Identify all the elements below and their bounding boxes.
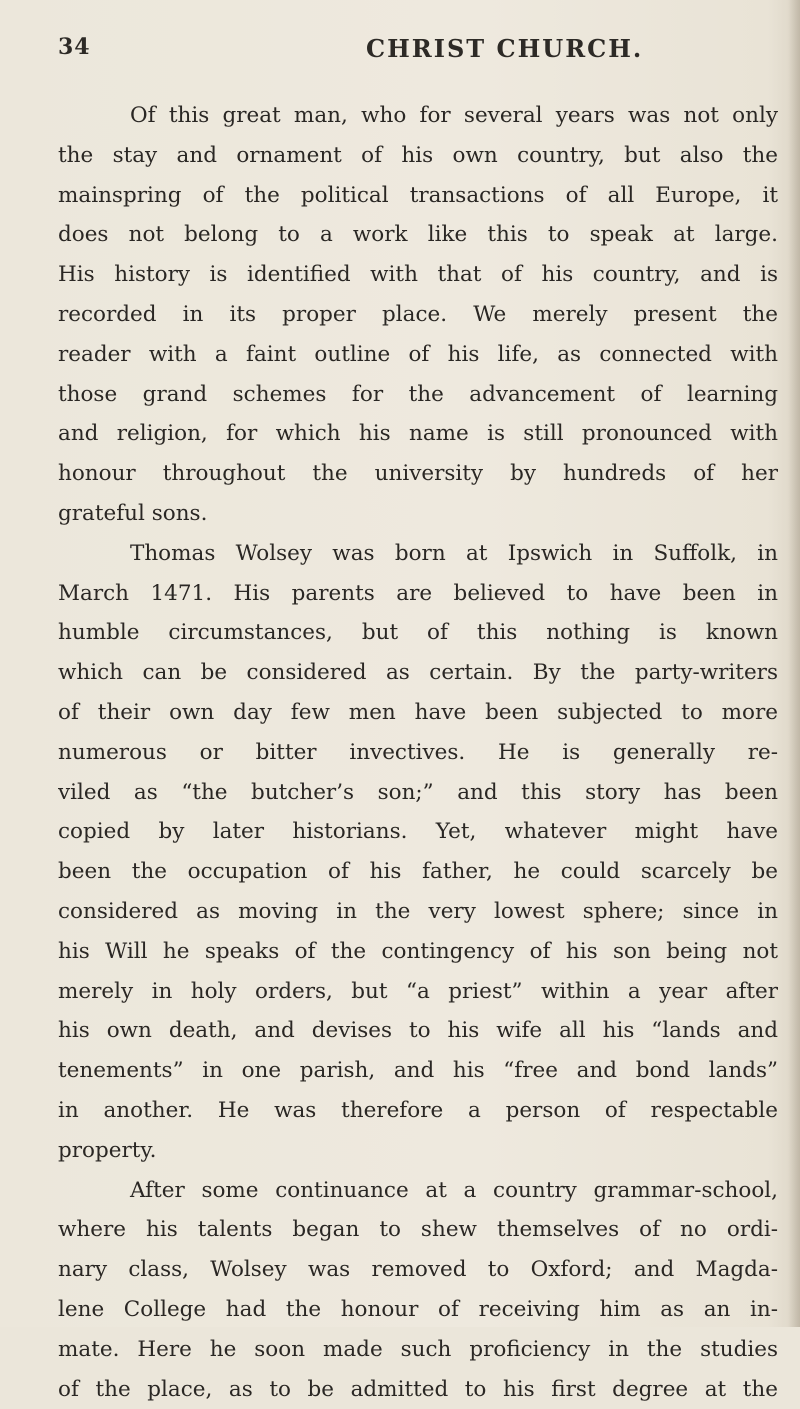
text-line: of their own day few men have been subjected to more <box>58 693 778 733</box>
text-line: been the occupation of his father, he could scarcely be <box>58 852 778 892</box>
running-head <box>58 34 778 70</box>
text-line: Of this great man, who for several years was not only <box>58 96 778 136</box>
text-line: his own death, and devises to his wife all his “lands and <box>58 1011 778 1051</box>
text-line: recorded in its proper place. We merely present the <box>58 295 778 335</box>
text-line: lene College had the honour of receiving him as an in- <box>58 1290 778 1330</box>
text-line: grateful sons. <box>58 494 778 534</box>
page-edge-shadow <box>788 0 800 1327</box>
text-line: humble circumstances, but of this nothing is known <box>58 613 778 653</box>
text-line: which can be considered as certain. By the party-writers <box>58 653 778 693</box>
text-line: mainspring of the political transactions of all Europe, it <box>58 176 778 216</box>
page-number: 34 <box>58 34 91 60</box>
text-line: tenements” in one parish, and his “free and bond lands” <box>58 1051 778 1091</box>
text-line: viled as “the butcher’s son;” and this story has been <box>58 773 778 813</box>
text-line: those grand schemes for the advancement of learning <box>58 375 778 415</box>
text-line: numerous or bitter invectives. He is generally re- <box>58 733 778 773</box>
text-line: honour throughout the university by hundreds of her <box>58 454 778 494</box>
text-line: mate. Here he soon made such proficiency in the studies <box>58 1330 778 1370</box>
text-line: does not belong to a work like this to speak at large. <box>58 215 778 255</box>
text-line: copied by later historians. Yet, whatever might have <box>58 812 778 852</box>
text-line: merely in holy orders, but “a priest” within a year after <box>58 972 778 1012</box>
text-line: property. <box>58 1131 778 1171</box>
text-line: His history is identified with that of his country, and is <box>58 255 778 295</box>
text-line: his Will he speaks of the contingency of his son being not <box>58 932 778 972</box>
text-line: where his talents began to shew themselves of no ordi- <box>58 1210 778 1250</box>
text-line: After some continuance at a country grammar-school, <box>58 1171 778 1211</box>
text-line: reader with a faint outline of his life, as connected with <box>58 335 778 375</box>
text-line: in another. He was therefore a person of respectable <box>58 1091 778 1131</box>
text-line: considered as moving in the very lowest sphere; since in <box>58 892 778 932</box>
text-line: and religion, for which his name is still pronounced with <box>58 414 778 454</box>
page-heading: CHRIST CHURCH. <box>366 34 643 63</box>
text-line: the stay and ornament of his own country, but also the <box>58 136 778 176</box>
text-line: March 1471. His parents are believed to have been in <box>58 574 778 614</box>
text-line: Thomas Wolsey was born at Ipswich in Suffolk, in <box>58 534 778 574</box>
text-line: of the place, as to be admitted to his first degree at the <box>58 1370 778 1409</box>
text-line: nary class, Wolsey was removed to Oxford; and Magda- <box>58 1250 778 1290</box>
body-text <box>58 96 778 1409</box>
